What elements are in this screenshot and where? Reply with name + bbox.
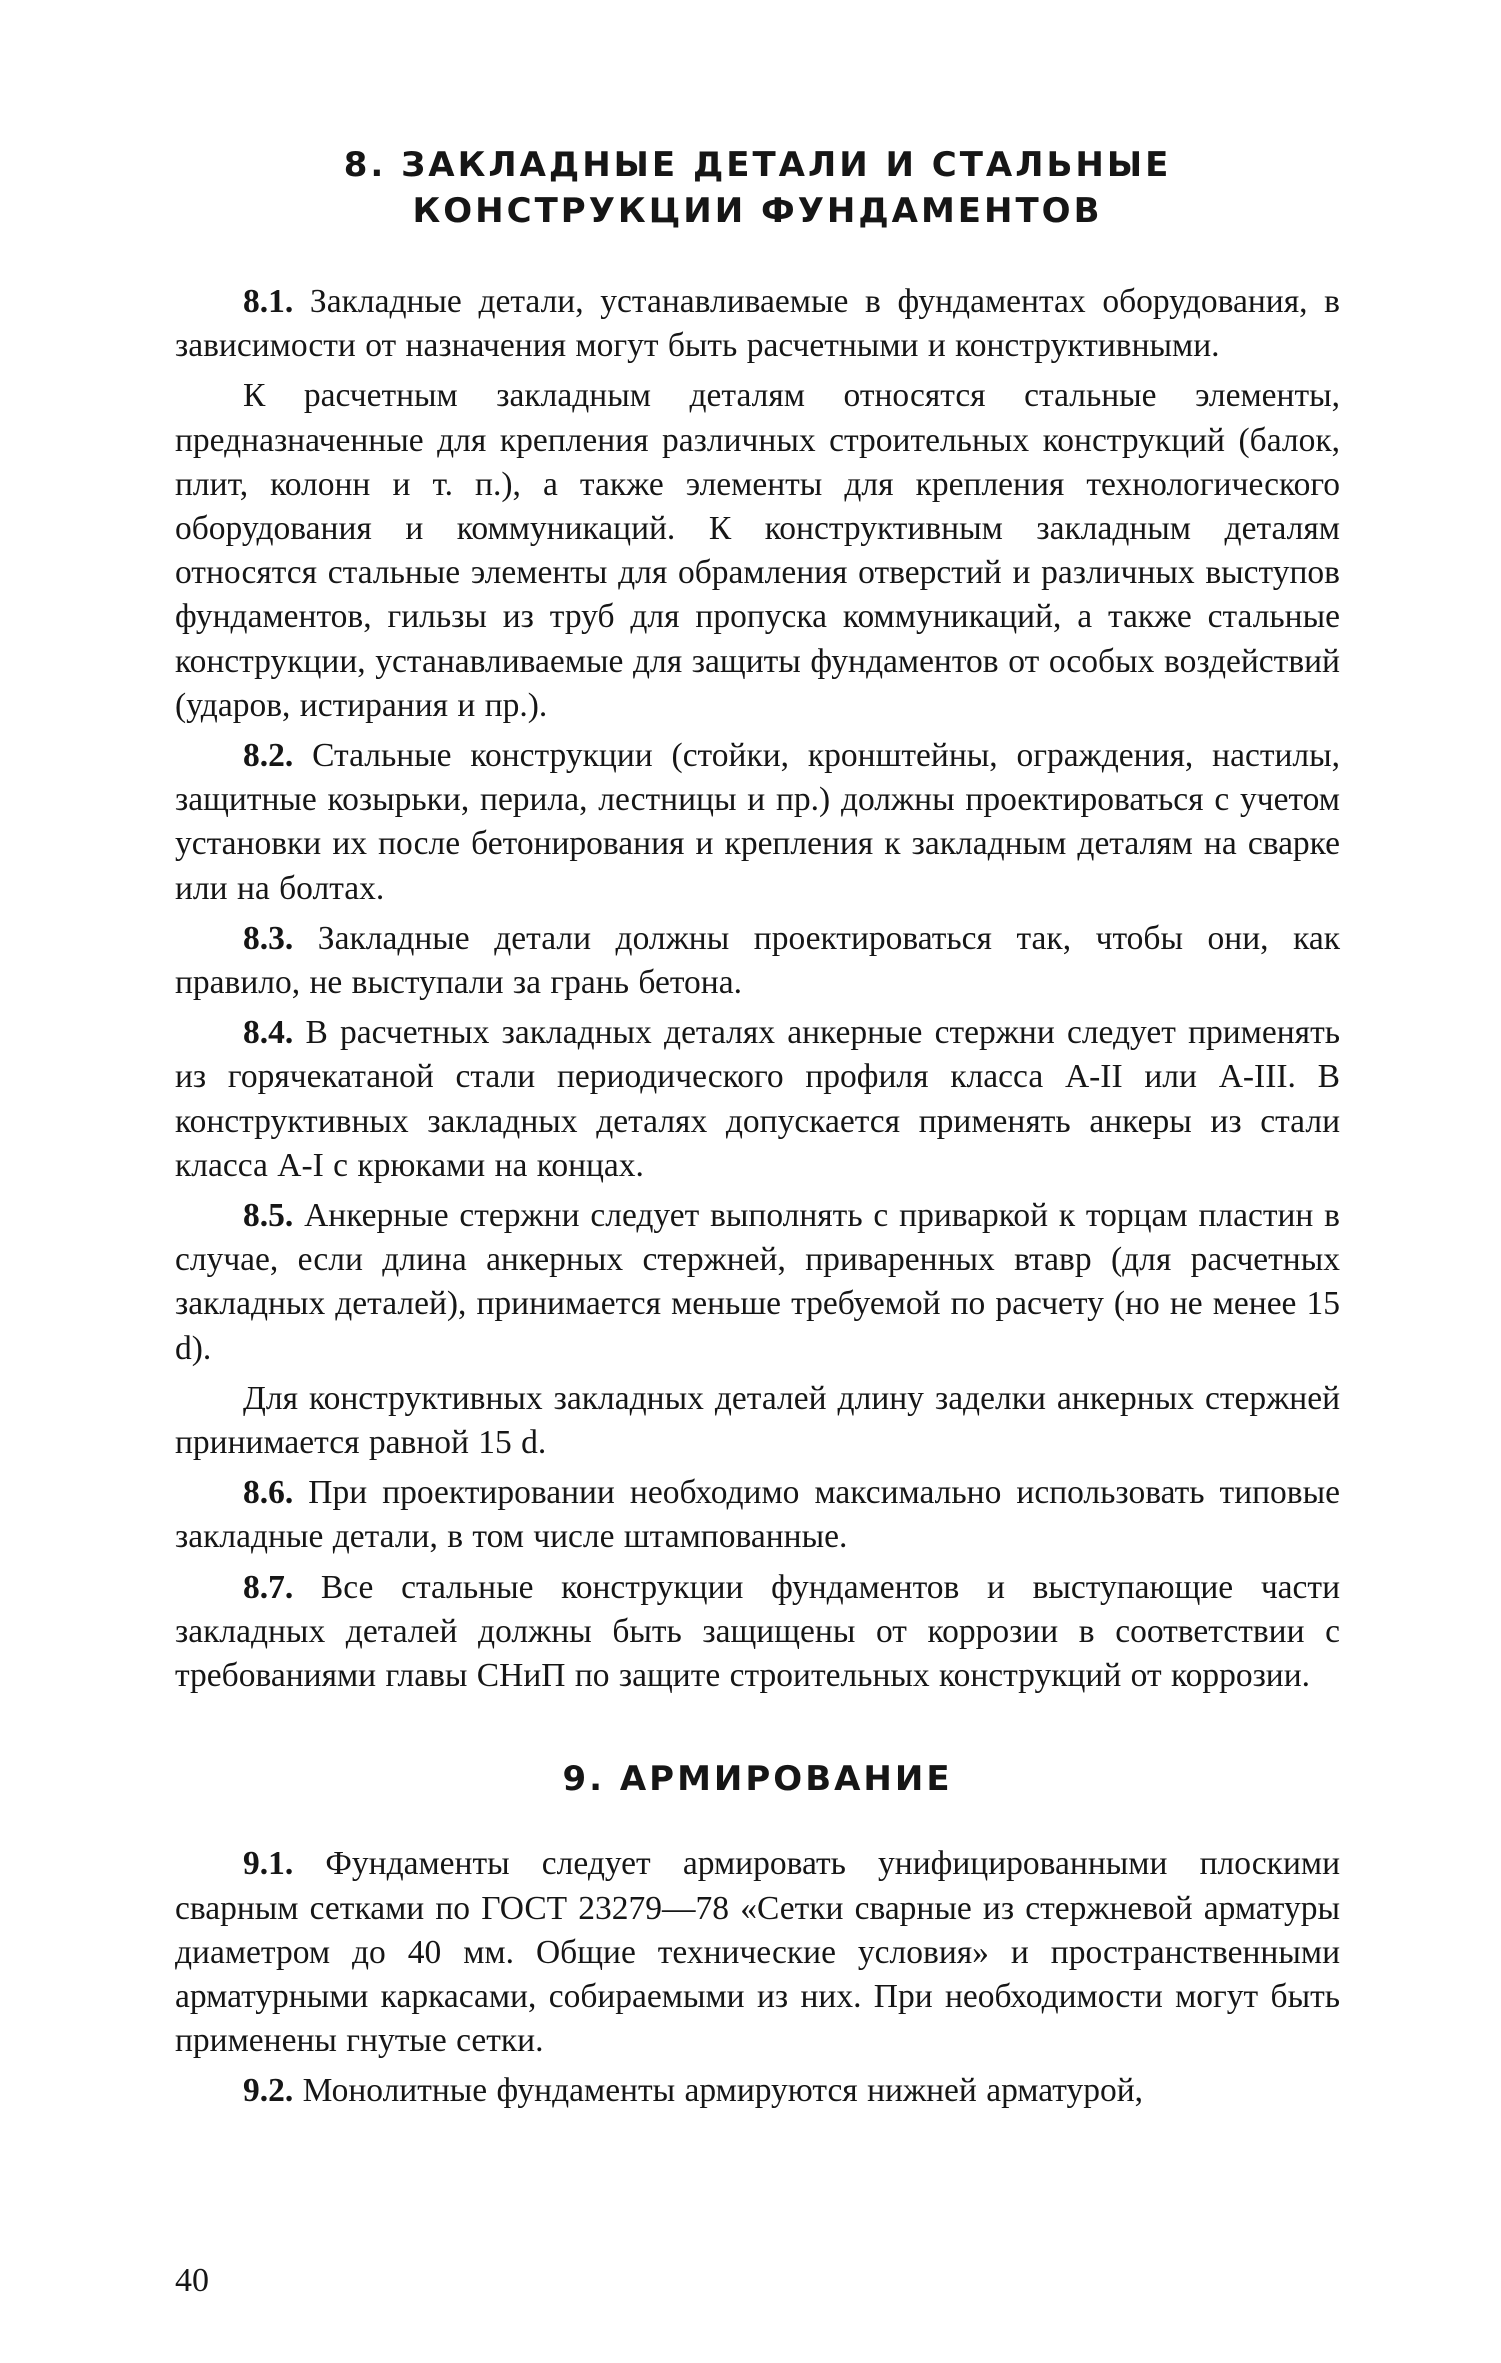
- section-8-heading: [175, 142, 1340, 234]
- clause-number: 8.6.: [243, 1474, 294, 1512]
- paragraph-8-5: [175, 1194, 1340, 1371]
- page-body: [175, 130, 1340, 2114]
- paragraph-9-2: [175, 2069, 1340, 2113]
- paragraph-8-5-continued: [175, 1377, 1340, 1465]
- clause-number: 9.2.: [243, 2072, 294, 2110]
- section-8-title-line2: КОНСТРУКЦИИ ФУНДАМЕНТОВ: [412, 191, 1103, 231]
- paragraph-text: Для конструктивных закладных деталей длину заделки анкерных стержней принимается равной 15 d.: [175, 1379, 1340, 1462]
- paragraph-text: При проектировании необходимо максимально использовать типовые закладные детали, в том числе штампованные.: [175, 1474, 1340, 1556]
- paragraph-8-1-continued: [175, 374, 1340, 728]
- paragraph-8-7: [175, 1566, 1340, 1699]
- paragraph-text: Закладные детали должны проектироваться так, чтобы они, как правило, не выступали за грань бетона.: [175, 919, 1340, 1002]
- paragraph-text: Монолитные фундаменты армируются нижней арматурой,: [293, 2072, 1144, 2110]
- paragraph-8-3: [175, 917, 1340, 1005]
- clause-number: 8.3.: [243, 919, 294, 957]
- clause-number: 8.7.: [243, 1568, 294, 1606]
- paragraph-text: К расчетным закладным деталям относятся стальные элементы, предназначенные для крепления различных строительных конструкций (балок, плит, колонн и т. п.), а также элементы для крепления технологического оборудования и коммуникаций. К конструктивным закладным деталям относятся стальные элементы для обрамления отверстий и различных выступов фундаментов, гильзы из труб для пропуска коммуникаций, а также стальные конструкции, устанавливаемые для защиты фундаментов от особых воздействий (ударов, истирания и пр.).: [175, 377, 1340, 724]
- paragraph-text: Закладные детали, устанавливаемые в фундаментах оборудования, в зависимости от назначения могут быть расчетными и конструктивными.: [175, 283, 1340, 365]
- page-number: 40: [175, 2262, 209, 2299]
- clause-number: 8.2.: [243, 737, 294, 775]
- paragraph-8-2: [175, 734, 1340, 911]
- paragraph-8-6: [175, 1471, 1340, 1559]
- paragraph-text: Фундаменты следует армировать унифицированными плоскими сварным сетками по ГОСТ 23279—78 «Сетки сварные из стержневой арматуры диаметром до 40 мм. Общие технические условия» и пространственными арматурными каркасами, собираемыми из них. При необходимости могут быть применены гнутые сетки.: [175, 1845, 1340, 2060]
- paragraph-text: Стальные конструкции (стойки, кронштейны, ограждения, настилы, защитные козырьки, перила, лестницы и пр.) должны проектироваться с учетом установки их после бетонирования и крепления к закладным деталям на сварке или на болтах.: [175, 737, 1340, 907]
- section-9-heading: 9. АРМИРОВАНИЕ: [562, 1759, 953, 1800]
- section-8-title-line1: 8. ЗАКЛАДНЫЕ ДЕТАЛИ И СТАЛЬНЫЕ: [343, 145, 1172, 185]
- clause-number: 8.5.: [243, 1197, 294, 1235]
- paragraph-text: В расчетных закладных деталях анкерные стержни следует применять из горячекатаной стали периодического профиля класса А-II или А-III. В конструктивных закладных деталях допускается применять анкеры из стали класса А-I с крюками на концах.: [175, 1014, 1340, 1184]
- paragraph-8-4: [175, 1011, 1340, 1188]
- clause-number: 8.4.: [243, 1014, 294, 1052]
- paragraph-text: Все стальные конструкции фундаментов и выступающие части закладных деталей должны быть защищены от коррозии в соответствии с требованиями главы СНиП по защите строительных конструкций от коррозии.: [175, 1568, 1340, 1695]
- paragraph-9-1: [175, 1842, 1340, 2063]
- paragraph-8-1: [175, 280, 1340, 368]
- clause-number: 9.1.: [243, 1845, 294, 1883]
- paragraph-text: Анкерные стержни следует выполнять с приваркой к торцам пластин в случае, если длина анкерных стержней, приваренных втавр (для расчетных закладных деталей), принимается меньше требуемой по расчету (но не менее 15 d).: [175, 1197, 1340, 1367]
- clause-number: 8.1.: [243, 283, 294, 320]
